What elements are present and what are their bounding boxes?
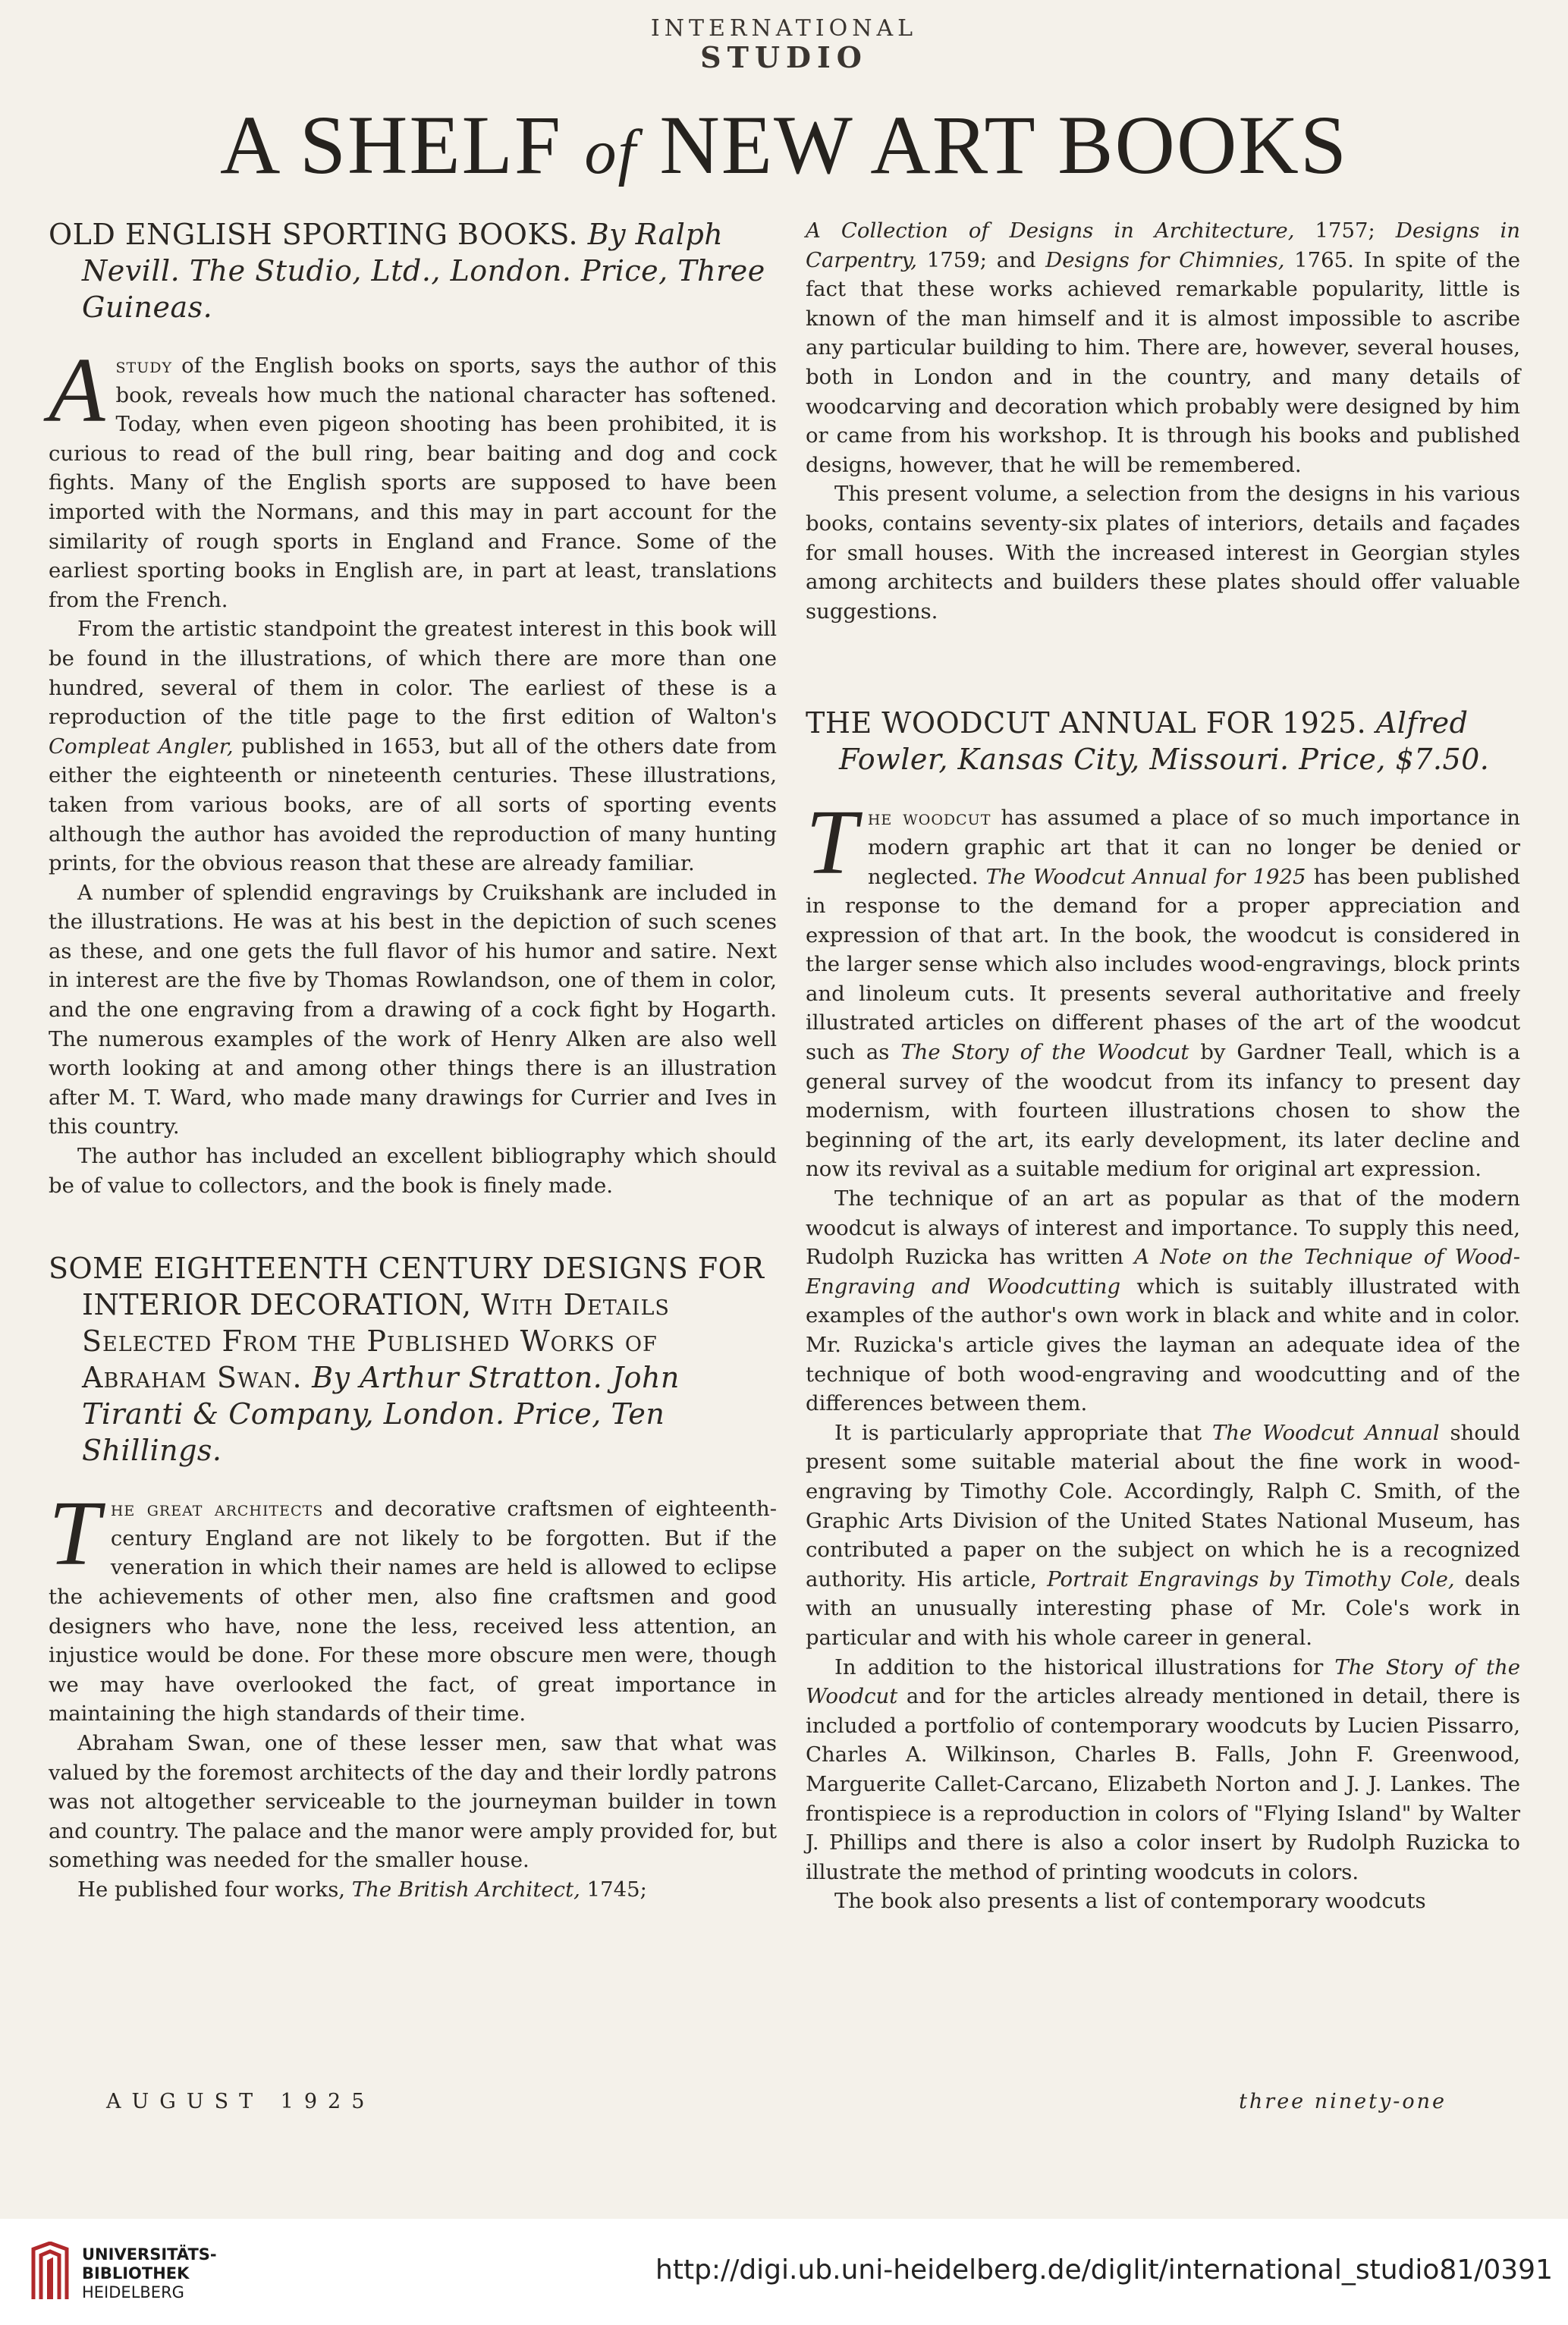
library-line: UNIVERSITÄTS-: [82, 2245, 217, 2264]
paragraph-text: published in 1653, but all of the others date from either the eighteenth or nineteenth centuries. These illustrations, taken from various books, are of all sorts of sporting events although the author has avoided the reproduction of many hunting prints, for the obvious reason that these are already familiar.: [49, 734, 777, 876]
paragraph: [806, 1653, 1520, 1887]
paragraph-text: by Gardner Teall, which is a general survey of the woodcut from its infancy to present day modernism, with fourteen illustrations chosen to show the beginning of the art, its early development, its later decline and now its revival as a suitable medium for original art expression.: [806, 1040, 1520, 1182]
library-logo-icon: [30, 2242, 70, 2302]
heading-author: Alfred Fowler, Kansas City, Missouri. Price, $7.50.: [839, 706, 1490, 777]
paragraph-text: 1759; and: [926, 247, 1036, 272]
paragraph: [49, 1482, 778, 1729]
paragraph-text: He published four works,: [77, 1877, 346, 1902]
italic-title: Compleat Angler,: [49, 734, 234, 759]
paragraph-text: should present some suitable material about the fine work in wood-engraving by Timothy Cole. Accordingly, Ralph C. Smith, of the Graphic Arts Division of the United States National Museum, has contributed a paper on the subject on which he is a recognized authority. His article,: [806, 1420, 1520, 1591]
paragraph: [49, 339, 777, 614]
paragraph: [806, 1184, 1520, 1419]
paragraph-text: In addition to the historical illustrations for: [834, 1654, 1324, 1679]
title-part-a: A SHELF: [219, 99, 563, 191]
paragraph-text: and for the articles already mentioned in detail, there is included a portfolio of contemporary woodcuts by Lucien Pissarro, Charles A. Wilkinson, Charles B. Falls, John F. Greenwood, Marguerite Callet-Carcano, Elizabeth Norton and J. J. Lankes. The frontispiece is a reproduction in colors of "Flying Island" by Walter J. Phillips and there is also a color insert by Rudolph Ruzicka to illustrate the method of printing woodcuts in colors.: [806, 1684, 1520, 1884]
review-heading-woodcut-annual: [806, 705, 1520, 778]
italic-title: The Woodcut Annual: [1211, 1420, 1440, 1445]
italic-title: The Story of the Woodcut: [900, 1040, 1189, 1065]
review-heading-eighteenth-century: [49, 1250, 777, 1469]
paragraph-text: 1745;: [586, 1877, 647, 1902]
paragraph-text: which is suitably illustrated with examples of the author's own work in black and white and in color. Mr. Ruzicka's article gives the layman an adequate idea of the technique of both wood-engraving and woodcutting and of the differences between them.: [806, 1274, 1520, 1416]
right-column: [806, 216, 1520, 1916]
masthead: [0, 15, 1568, 74]
library-name: [82, 2245, 217, 2302]
library-line: HEIDELBERG: [82, 2283, 184, 2301]
left-column: [49, 216, 777, 1905]
paragraph-text: has assumed a place of so much importance in modern graphic art that it can no longer be denied or neglected.: [867, 806, 1520, 889]
heading-author: By Ralph Nevill. The Studio, Ltd., London. Price, Three Guineas.: [82, 218, 765, 324]
title-part-b: NEW ART BOOKS: [659, 99, 1349, 191]
paragraph-text: It is particularly appropriate that: [834, 1420, 1202, 1445]
paragraph: This present volume, a selection from the designs in his various books, contains seventy-six plates of interiors, details and façades for small houses. With the increased interest in Georgian styles among architects and builders these plates should offer valuable suggestions.: [806, 482, 1520, 624]
paragraph: [806, 791, 1520, 1184]
drop-cap: A: [49, 339, 105, 441]
issue-date: AUGUST 1925: [106, 2090, 376, 2113]
paragraph: A number of splendid engravings by Cruikshank are included in the illustrations. He was at his best in the depiction of such scenes as these, and one gets the full flavor of his humor and satire. Next in interest are the five by Thomas Rowlandson, one of them in color, and the one engraving from a drawing of a cock fight by Hogarth. The numerous examples of the work of Henry Alken are also well worth looking at and among other things there is an illustration after M. T. Ward, who made many drawings for Currier and Ives in this country.: [49, 880, 777, 1139]
heading-title: THE WOODCUT ANNUAL FOR 1925.: [806, 706, 1367, 740]
italic-title: A Note on the Technique of Wood-Engraving and Woodcutting: [806, 1245, 1521, 1299]
paragraph: The author has included an excellent bibliography which should be of value to collectors, and the book is finely made.: [49, 1144, 777, 1198]
paragraph-text: From the artistic standpoint the greatest interest in this book will be found in the illustrations, of which there are more than one hundred, several of them in color. The earliest of these is a reproduction of the title page to the first edition of Walton's: [49, 617, 777, 730]
italic-title: Designs in Carpentry,: [806, 218, 1520, 272]
italic-title: The Story of the Woodcut: [806, 1654, 1520, 1709]
italic-title: Portrait Engravings by Timothy Cole,: [1047, 1566, 1455, 1591]
heading-subtitle: With Details Selected From the Published Works of Abraham Swan.: [82, 1288, 670, 1395]
masthead-top: INTERNATIONAL: [650, 15, 918, 42]
spacer: [49, 1200, 777, 1250]
heading-title: SOME EIGHTEENTH CENTURY DESIGNS FOR INTERIOR DECORATION,: [49, 1252, 765, 1322]
paragraph: [49, 614, 777, 878]
heading-author: By Arthur Stratton. John Tiranti & Company, London. Price, Ten Shillings.: [82, 1361, 680, 1468]
review-heading-sporting-books: [49, 216, 777, 325]
drop-cap: T: [49, 1482, 100, 1585]
page-number: three ninety-one: [1239, 2090, 1447, 2113]
paragraph-text: and decorative craftsmen of eighteenth-century England are not likely to be forgotten. But if the veneration in which their names are held is allowed to eclipse the achievements of other men, also fine craftsmen and good designers who have, none the less, received less attention, an injustice would be done. For these more obscure men were, though we may have overlooked the fact, of great importance in maintaining the high standards of their time.: [49, 1497, 778, 1726]
paragraph: [806, 216, 1520, 479]
spacer: [806, 626, 1520, 705]
paragraph-text: deals with an unusually interesting phase of Mr. Cole's work in particular and with his whole career in general.: [806, 1566, 1520, 1650]
title-of: of: [584, 117, 637, 187]
source-url-link[interactable]: http://digi.ub.uni-heidelberg.de/diglit/international_studio81/0391: [655, 2254, 1553, 2286]
small-caps-lead: he great architects: [110, 1497, 324, 1522]
paragraph: [806, 1419, 1520, 1653]
italic-title: Designs for Chimnies,: [1045, 247, 1285, 272]
paragraph-text: has been published in response to the demand for a proper appreciation and expression of that art. In the book, the woodcut is considered in the larger sense which also includes wood-engravings, block prints and linoleum cuts. It presents several authoritative and freely illustrated articles on different phases of the art of the woodcut such as: [806, 864, 1520, 1065]
paragraph: The book also presents a list of contemporary woodcuts: [834, 1889, 1426, 1914]
small-caps-lead: he woodcut: [867, 806, 991, 831]
masthead-bottom: STUDIO: [700, 40, 868, 74]
italic-title: The Woodcut Annual for 1925: [985, 864, 1306, 889]
heading-title: OLD ENGLISH SPORTING BOOKS.: [49, 218, 579, 251]
small-caps-lead: study: [115, 353, 173, 378]
italic-title: The British Architect,: [351, 1877, 580, 1902]
paragraph-text: of the English books on sports, says the author of this book, reveals how much the national character has softened. Today, when even pigeon shooting has been prohibited, it is curious to read of the bull ring, bear baiting and dog and cock fights. Many of the English sports are supposed to have been imported with the Normans, and this may in part account for the similarity of rough sports in England and France. Some of the earliest sporting books in English are, in part at least, translations from the French.: [49, 353, 777, 612]
paragraph-text: 1765. In spite of the fact that these works achieved remarkable popularity, little is known of the man himself and it is almost impossible to ascribe any particular building to him. There are, however, several houses, both in London and in the country, and many details of woodcarving and decoration which probably were designed by him or came from his workshop. It is through his books and published designs, however, that he will be remembered.: [806, 247, 1521, 477]
paragraph: Abraham Swan, one of these lesser men, saw that what was valued by the foremost architects of the day and their lordly patrons was not altogether serviceable to the journeyman builder in town and country. The palace and the manor were amply provided for, but something was needed for the smaller house.: [49, 1730, 777, 1873]
drop-cap: T: [806, 791, 857, 894]
italic-title: A Collection of Designs in Architecture,: [806, 218, 1295, 243]
paragraph: [49, 1875, 777, 1905]
page-title: [0, 97, 1568, 193]
library-line: BIBLIOTHEK: [82, 2264, 190, 2283]
paragraph-text: 1757;: [1315, 218, 1375, 243]
paragraph-text: The technique of an art as popular as that of the modern woodcut is always of interest and importance. To supply this need, Rudolph Ruzicka has written: [806, 1186, 1520, 1270]
